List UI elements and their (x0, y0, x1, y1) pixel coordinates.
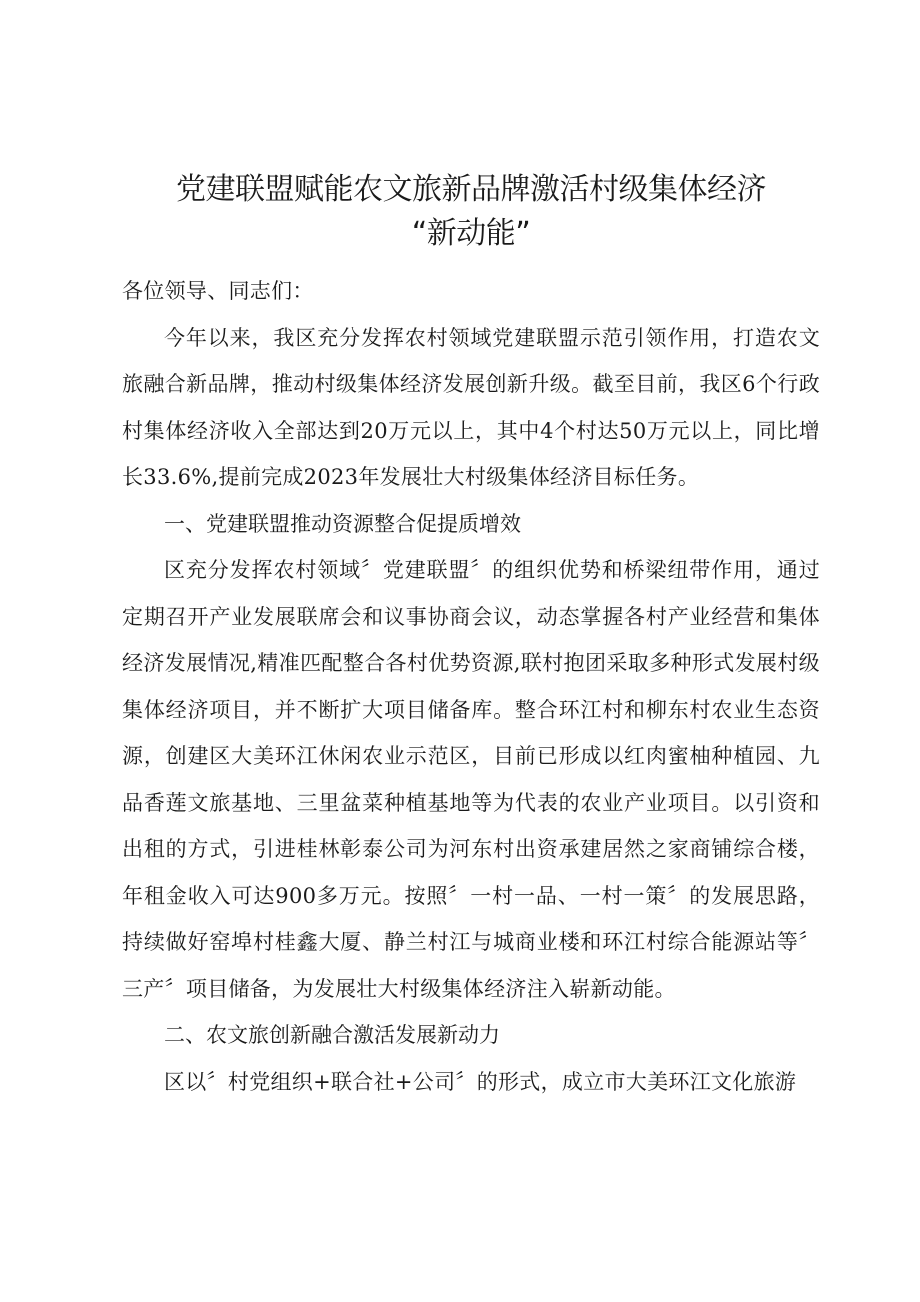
section-1-heading: 一、党建联盟推动资源整合促提质增效 (164, 511, 521, 536)
document-title (82, 168, 860, 256)
document-page (122, 168, 820, 1105)
title-line-2: “新动能” (411, 216, 531, 251)
section-2-heading: 二、农文旅创新融合激活发展新动力 (164, 1023, 500, 1047)
intro-paragraph: 今年以来，我区充分发挥农村领域党建联盟示范引领作用，打造农文旅融合新品牌，推动村级集体经济发展创新升级。截至目前，我区6个行政村集体经济收入全部达到20万元以上，其中4个村达50万元以上，同比增长33.6%,提前完成2023年发展壮大村级集体经济目标任务。 (122, 325, 820, 489)
salutation: 各位领导、同志们： (122, 279, 314, 303)
section-2-paragraph: 区以〞村党组织+联合社+公司〞的形式，成立市大美环江文化旅游 (164, 1069, 797, 1094)
title-line-1: 党建联盟赋能农文旅新品牌激活村级集体经济 (176, 172, 766, 207)
section-1-paragraph: 区充分发挥农村领域〞党建联盟〞的组织优势和桥梁纽带作用，通过定期召开产业发展联席会和议事协商会议，动态掌握各村产业经营和集体经济发展情况,精准匹配整合各村优势资源,联村抱团采取多种形式发展村级集体经济项目，并不断扩大项目储备库。整合环江村和柳东村农业生态资源，创建区大美环江休闲农业示范区，目前已形成以红肉蜜柚种植园、九品香莲文旅基地、三里盆菜种植基地等为代表的农业产业项目。以引资和出租的方式，引进桂林彰泰公司为河东村出资承建居然之家商铺综合楼，年租金收入可达900多万元。按照〞一村一品、一村一策〞的发展思路，持续做好窑埠村桂鑫大厦、静兰村江与城商业楼和环江村综合能源站等〞三产〞项目储备，为发展壮大村级集体经济注入崭新动能。 (122, 558, 820, 1001)
